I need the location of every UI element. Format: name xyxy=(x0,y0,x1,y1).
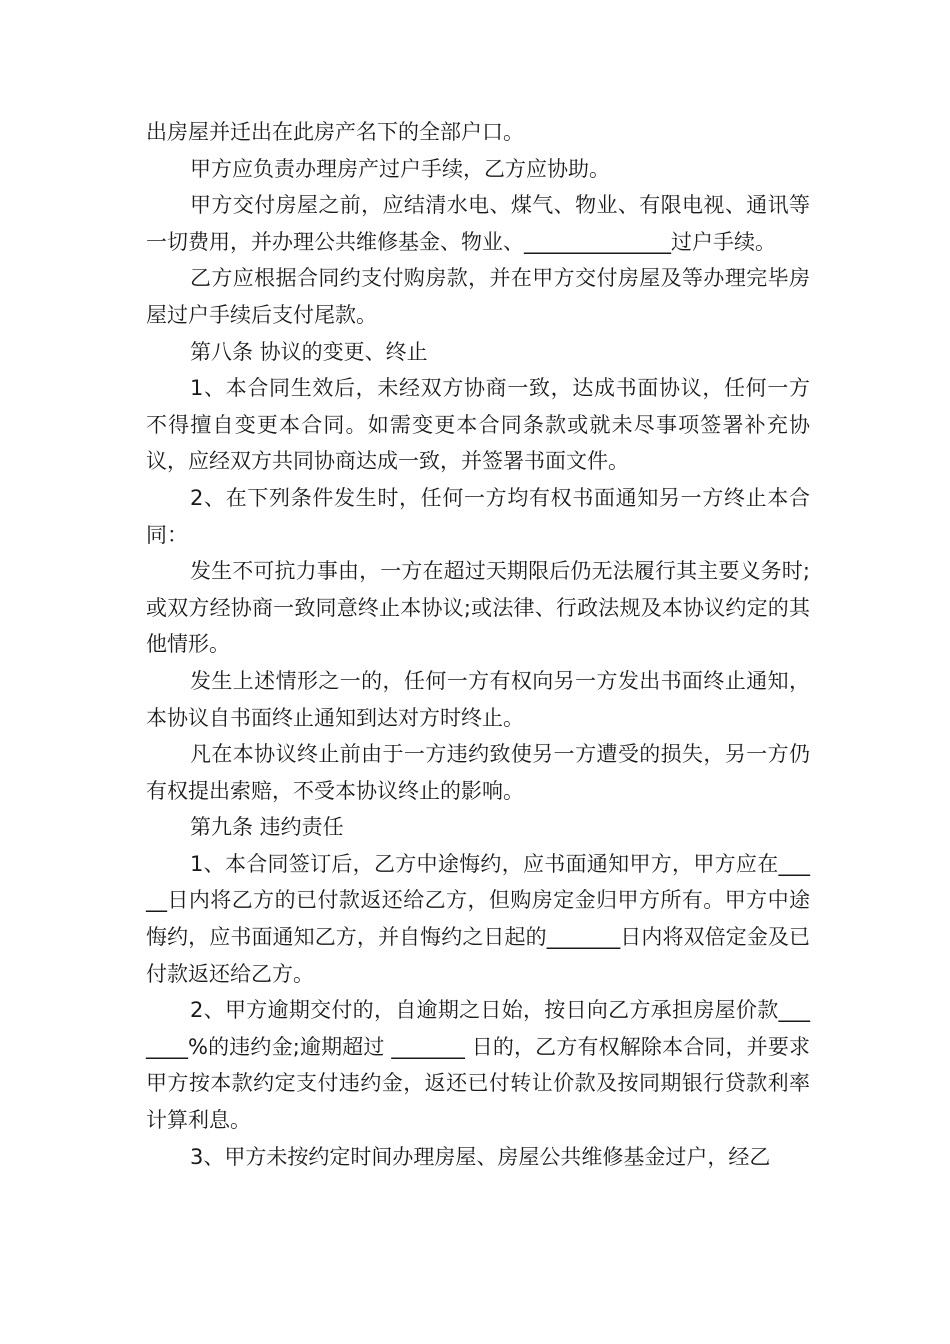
section-heading-article-8: 第八条 协议的变更、终止 xyxy=(190,339,428,364)
paragraph-3: 甲方交付房屋之前，应结清水电、煤气、物业、有限电视、通讯等一切费用，并办理公共维修基金、物业、______________过户手续。 xyxy=(146,193,810,254)
paragraph-9: 发生上述情形之一的，任何一方有权向另一方发出书面终止通知，本协议自书面终止通知到达对方时终止。 xyxy=(146,668,810,730)
paragraph-12: 1、本合同签订后，乙方中途悔约，应书面通知甲方，甲方应在_____日内将乙方的已付款返还给乙方，但购房定金归甲方所有。甲方中途悔约，应书面通知乙方，并自悔约之日起的_______日内将双倍定金及已付款返还给乙方。 xyxy=(146,851,810,986)
section-heading-article-9: 第九条 违约责任 xyxy=(190,815,344,840)
paragraph-2: 甲方应负责办理房产过户手续，乙方应协助。 xyxy=(190,156,610,181)
paragraph-10: 凡在本协议终止前由于一方违约致使另一方遭受的损失，另一方仍有权提出索赔，不受本协议终止的影响。 xyxy=(146,742,810,803)
paragraph-8: 发生不可抗力事由，一方在超过天期限后仍无法履行其主要义务时;或双方经协商一致同意终止本协议;或法律、行政法规及本协议约定的其他情形。 xyxy=(146,559,810,657)
paragraph-14: 3、甲方未按约定时间办理房屋、房屋公共维修基金过户，经乙 xyxy=(190,1144,771,1169)
document-page xyxy=(146,114,810,1175)
paragraph-4: 乙方应根据合同约支付购房款，并在甲方交付房屋及等办理完毕房屋过户手续后支付尾款。 xyxy=(146,266,810,327)
paragraph-13: 2、甲方逾期交付的，自逾期之日始，按日向乙方承担房屋价款_______%的违约金;逾期超过 _______ 日的，乙方有权解除本合同，并要求甲方按本款约定支付违约金，返还已付转让价款及按同期银行贷款利率计算利息。 xyxy=(146,998,810,1133)
paragraph-1: 出房屋并迁出在此房产名下的全部户口。 xyxy=(146,120,524,144)
paragraph-7: 2、在下列条件发生时，任何一方均有权书面通知另一方终止本合同： xyxy=(146,485,810,547)
paragraph-6: 1、本合同生效后，未经双方协商一致，达成书面协议，任何一方不得擅自变更本合同。如需变更本合同条款或就未尽事项签署补充协议，应经双方共同协商达成一致，并签署书面文件。 xyxy=(146,376,810,474)
